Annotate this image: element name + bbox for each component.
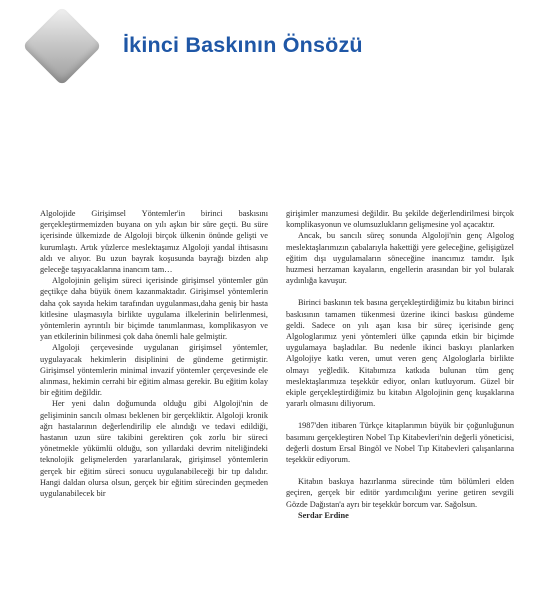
paragraph: Algolojinin gelişim süreci içerisinde girişimsel yöntemler gün geçtikçe daha büyük önem kazanmaktadır. Girişimsel yöntemlerin daha çok sayıda hekim tarafından uygulanması,daha geniş bir hasta kitlesine ulaşmasıyla birlikte uygulama ilkelerinin belirlenmesi, yöntemlerin ayrıntılı bir biçimde tanımlanması, komplikasyon ve yan etkilerinin bilinmesi çok daha önemli hale gelmiştir. — [40, 276, 268, 342]
decorative-diamond — [0, 0, 105, 120]
author-signature: Serdar Erdine — [298, 510, 349, 520]
paragraph: Ancak, bu sancılı süreç sonunda Algoloji'nin genç Algolog meslektaşlarımızın çabalarıyla hakettiği yere geleceğine, gelişigüzel eğitim dışı uygulamaların söneceğine inancımız tamdır. Işık huzmesi herzaman kayaların, engellerin arasından bir yol bularak aydınlığa kavuşur. — [286, 231, 514, 286]
right-text-column — [286, 208, 514, 521]
left-text-column — [40, 208, 268, 499]
paragraph: Kitabın baskıya hazırlanma sürecinde tüm bölümleri elden geçiren, gerçek bir editör yardımcılığını yerine getiren sevgili Gözde Dağıstan'a ayrı bir teşekkür borcum var. Sağolsun. — [286, 477, 514, 509]
paragraph: Algolojide Girişimsel Yöntemler'in birinci baskısını gerçekleştirmemizden buyana on yılı aşkın bir süre geçti. Bu süre içerisinde ülkemizde de Algoloji birçok ülkenin önünde gelişti ve kurumlaştı. Artık yüzlerce meslektaşımız Algoloji yandal ihtisasını aldı ve alıyor. Bu uzun bayrak koşusunda bayrağı bizden alıp geleceğe taşıyacaklarına inancım tam… — [40, 209, 268, 275]
paragraph: Her yeni dalın doğumunda olduğu gibi Algoloji'nin de gelişiminin sancılı olması beklenen bir gerçekliktir. Algoloji kronik ağrı hastalarının değerlendirilip ele alındığı ve tedavi edildiği, hastanın uzun süre takibini gerektiren çok zorlu bir süreci yönetmekle yükümlü olduğu, son yıllardaki devrim niteliğindeki teknolojik gelişmelerden yararlanılarak, girişimsel yöntemlerin gerçek bir eğitim süreci sonucu uygulanabileceği bir tıp dalıdır. Hangi daldan olursa olsun, gerçek bir eğitim sürecinden geçmeden uygulanabilecek bir — [40, 399, 268, 499]
paragraph: Birinci baskının tek basına gerçekleştirdiğimiz bu kitabın birinci baskısının tamamen tükenmesi üzerine ikinci baskısı gündeme geldi. Sadece on yılı aşan kısa bir süreç içerisinde genç Algologlarımız yeni yöntemleri ülke çapında etkin bir biçimde uygulamaya başladılar. Bu nedenle ikinci baskıyı planlarken Algolojiye katkı veren, umut veren genç Algologlarla birlikte olmayı yeğledik. Kitabımıza katkıda bulunan tüm genç meslektaşlarımıza teşekkür ediyor, onları kutluyorum. Güzel bir ekiple gerçekleştirdiğimiz bu kitabın Algolojinin genç kuşaklarına yararlı olmasını diliyorum. — [286, 298, 514, 409]
paragraph: girişimler manzumesi değildir. Bu şekilde değerlendirilmesi birçok komplikasyonun ve olumsuzlukların gelişmesine yol açacaktır. — [286, 209, 514, 230]
page-title: İkinci Baskının Önsözü — [123, 33, 363, 57]
paragraph: 1987'den itibaren Türkçe kitaplarımın büyük bir çoğunluğunun basımını gerçekleştiren Nobel Tıp Kitabevleri'nin değerli yöneticisi, değerli dostum Ersal Bingöl ve Nobel Tıp Kitabevleri çalışanlarına teşekkür ediyorum. — [286, 421, 514, 465]
gray-diamond-icon — [22, 6, 101, 85]
paragraph: Algoloji çerçevesinde uygulanan girişimsel yöntemler, uygulayacak hekimlerin disiplinini de gündeme getirmiştir. Girişimsel yöntemlerin minimal invazif yöntemler çerçevesinde ele alınması, hekimin cerrahi bir eğitim alması gerekir. Bu eğitim kolay bir eğitim değildir. — [40, 343, 268, 398]
